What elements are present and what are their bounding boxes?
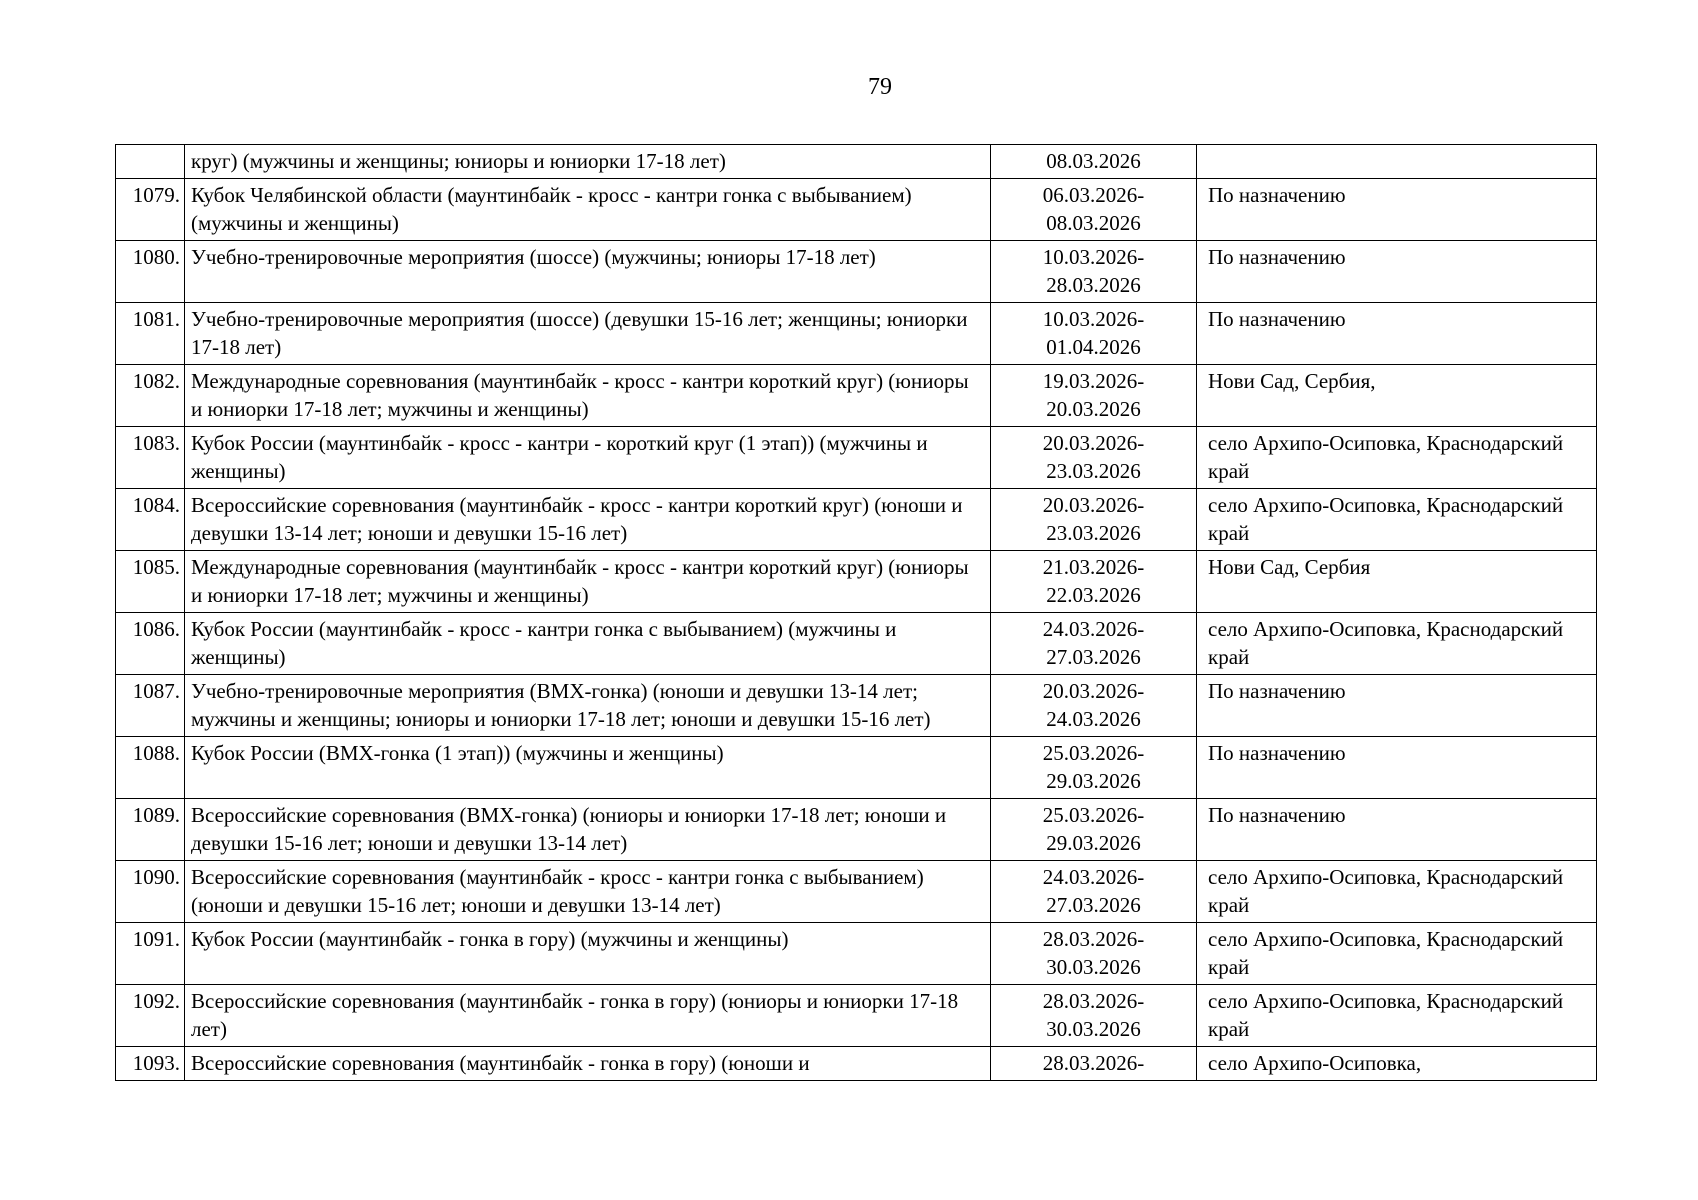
event-place: село Архипо-Осиповка, Краснодарский край [1197, 427, 1597, 489]
row-number: 1089. [116, 799, 185, 861]
event-name: Учебно-тренировочные мероприятия (шоссе) (мужчины; юниоры 17-18 лет) [185, 241, 991, 303]
table-row [116, 489, 1597, 551]
date-end: 23.03.2026 [1046, 459, 1141, 483]
date-start: 06.03.2026- [1042, 183, 1145, 207]
event-place: По назначению [1197, 799, 1597, 861]
date-end: 29.03.2026 [1046, 831, 1141, 855]
event-dates [991, 675, 1197, 737]
event-dates [991, 241, 1197, 303]
date-end: 28.03.2026 [1046, 273, 1141, 297]
date-start: 21.03.2026- [1042, 555, 1145, 579]
event-name: Всероссийские соревнования (BMX-гонка) (юниоры и юниорки 17-18 лет; юноши и девушки 15-16 лет; юноши и девушки 13-14 лет) [185, 799, 991, 861]
event-dates [991, 737, 1197, 799]
date-end: 24.03.2026 [1046, 707, 1141, 731]
row-number: 1090. [116, 861, 185, 923]
event-place: По назначению [1197, 737, 1597, 799]
date-start: 10.03.2026- [1042, 245, 1145, 269]
event-name: Всероссийские соревнования (маунтинбайк - гонка в гору) (юниоры и юниорки 17-18 лет) [185, 985, 991, 1047]
event-name: Кубок России (BMX-гонка (1 этап)) (мужчины и женщины) [185, 737, 991, 799]
row-number [116, 145, 185, 179]
date-start: 19.03.2026- [1042, 369, 1145, 393]
row-number: 1084. [116, 489, 185, 551]
event-name: Всероссийские соревнования (маунтинбайк - кросс - кантри гонка с выбыванием) (юноши и девушки 15-16 лет; юноши и девушки 13-14 лет) [185, 861, 991, 923]
date-end: 23.03.2026 [1046, 521, 1141, 545]
table-row [116, 985, 1597, 1047]
date-end: 20.03.2026 [1046, 397, 1141, 421]
event-dates [991, 145, 1197, 179]
row-number: 1091. [116, 923, 185, 985]
row-number: 1080. [116, 241, 185, 303]
page-number: 79 [868, 74, 892, 100]
event-dates [991, 923, 1197, 985]
event-dates [991, 985, 1197, 1047]
event-dates [991, 365, 1197, 427]
date-start: 10.03.2026- [1042, 307, 1145, 331]
event-dates [991, 427, 1197, 489]
row-number: 1092. [116, 985, 185, 1047]
event-name: Кубок Челябинской области (маунтинбайк - кросс - кантри гонка с выбыванием) (мужчины и женщины) [185, 179, 991, 241]
event-dates [991, 489, 1197, 551]
row-number: 1083. [116, 427, 185, 489]
event-place: село Архипо-Осиповка, [1197, 1047, 1597, 1081]
event-dates [991, 613, 1197, 675]
date-end: 22.03.2026 [1046, 583, 1141, 607]
event-name: круг) (мужчины и женщины; юниоры и юниорки 17-18 лет) [185, 145, 991, 179]
event-place: село Архипо-Осиповка, Краснодарский край [1197, 861, 1597, 923]
date-end: 30.03.2026 [1046, 955, 1141, 979]
date-start: 20.03.2026- [1042, 679, 1145, 703]
event-name: Всероссийские соревнования (маунтинбайк - кросс - кантри короткий круг) (юноши и девушки 13-14 лет; юноши и девушки 15-16 лет) [185, 489, 991, 551]
event-name: Кубок России (маунтинбайк - гонка в гору) (мужчины и женщины) [185, 923, 991, 985]
row-number: 1087. [116, 675, 185, 737]
event-name: Кубок России (маунтинбайк - кросс - кантри гонка с выбыванием) (мужчины и женщины) [185, 613, 991, 675]
event-place [1197, 145, 1597, 179]
table-row [116, 861, 1597, 923]
table-row [116, 613, 1597, 675]
row-number: 1085. [116, 551, 185, 613]
event-place: По назначению [1197, 241, 1597, 303]
event-place: село Архипо-Осиповка, Краснодарский край [1197, 923, 1597, 985]
event-place: По назначению [1197, 303, 1597, 365]
event-name: Учебно-тренировочные мероприятия (BMX-гонка) (юноши и девушки 13-14 лет; мужчины и женщины; юниоры и юниорки 17-18 лет; юноши и девушки 15-16 лет) [185, 675, 991, 737]
date-end: 01.04.2026 [1046, 335, 1141, 359]
table-row [116, 1047, 1597, 1081]
row-number: 1086. [116, 613, 185, 675]
table-row [116, 923, 1597, 985]
date-start: 24.03.2026- [1042, 617, 1145, 641]
event-place: село Архипо-Осиповка, Краснодарский край [1197, 985, 1597, 1047]
date-end: 08.03.2026 [1046, 211, 1141, 235]
events-table-body [116, 145, 1597, 1081]
table-row [116, 799, 1597, 861]
table-row [116, 145, 1597, 179]
row-number: 1079. [116, 179, 185, 241]
date-start: 25.03.2026- [1042, 741, 1145, 765]
date-end: 30.03.2026 [1046, 1017, 1141, 1041]
date-start: 24.03.2026- [1042, 865, 1145, 889]
event-dates [991, 861, 1197, 923]
event-dates [991, 551, 1197, 613]
event-place: село Архипо-Осиповка, Краснодарский край [1197, 613, 1597, 675]
date-start: 28.03.2026- [1042, 989, 1145, 1013]
events-table [115, 144, 1597, 1081]
event-name: Всероссийские соревнования (маунтинбайк - гонка в гору) (юноши и [185, 1047, 991, 1081]
event-name: Кубок России (маунтинбайк - кросс - кантри - короткий круг (1 этап)) (мужчины и женщины) [185, 427, 991, 489]
row-number: 1082. [116, 365, 185, 427]
row-number: 1081. [116, 303, 185, 365]
event-dates [991, 799, 1197, 861]
table-row [116, 303, 1597, 365]
table-row [116, 427, 1597, 489]
event-dates [991, 303, 1197, 365]
event-dates [991, 179, 1197, 241]
event-place: По назначению [1197, 675, 1597, 737]
event-place: село Архипо-Осиповка, Краснодарский край [1197, 489, 1597, 551]
date-start: 25.03.2026- [1042, 803, 1145, 827]
date-end: 29.03.2026 [1046, 769, 1141, 793]
date-end: 27.03.2026 [1046, 645, 1141, 669]
table-row [116, 241, 1597, 303]
date-start: 08.03.2026 [1046, 149, 1141, 173]
date-end: 27.03.2026 [1046, 893, 1141, 917]
event-dates [991, 1047, 1197, 1081]
row-number: 1088. [116, 737, 185, 799]
table-row [116, 737, 1597, 799]
table-row [116, 179, 1597, 241]
date-start: 28.03.2026- [1042, 927, 1145, 951]
event-place: Нови Сад, Сербия [1197, 551, 1597, 613]
row-number: 1093. [116, 1047, 185, 1081]
date-start: 28.03.2026- [1042, 1051, 1145, 1075]
date-start: 20.03.2026- [1042, 493, 1145, 517]
event-name: Учебно-тренировочные мероприятия (шоссе) (девушки 15-16 лет; женщины; юниорки 17-18 лет) [185, 303, 991, 365]
date-start: 20.03.2026- [1042, 431, 1145, 455]
event-name: Международные соревнования (маунтинбайк - кросс - кантри короткий круг) (юниоры и юниорки 17-18 лет; мужчины и женщины) [185, 551, 991, 613]
event-place: Нови Сад, Сербия, [1197, 365, 1597, 427]
table-row [116, 365, 1597, 427]
table-row [116, 551, 1597, 613]
table-row [116, 675, 1597, 737]
event-name: Международные соревнования (маунтинбайк - кросс - кантри короткий круг) (юниоры и юниорки 17-18 лет; мужчины и женщины) [185, 365, 991, 427]
event-place: По назначению [1197, 179, 1597, 241]
